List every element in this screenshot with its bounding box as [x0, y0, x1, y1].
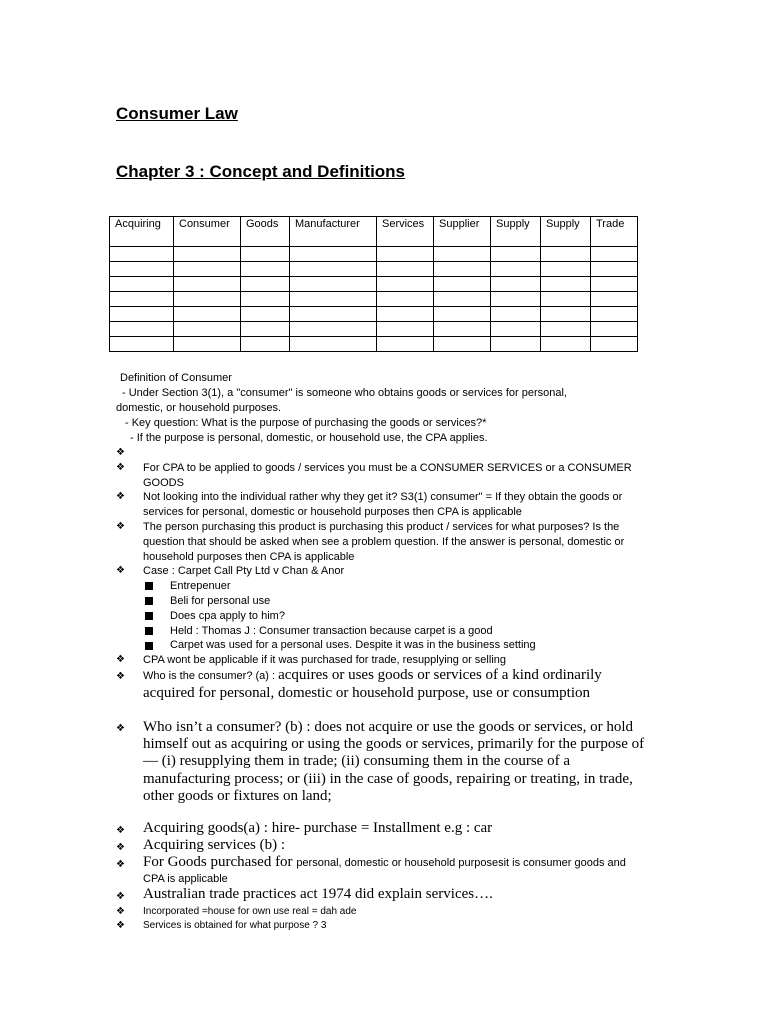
table-header-cell: Trade [591, 217, 638, 247]
table-header-row [110, 217, 638, 247]
bullet-text: Incorporated =house for own use real = dah ade [143, 906, 357, 917]
bullet-text: Services is obtained for what purpose ? 3 [143, 920, 327, 931]
sub-bullet-text: Beli for personal use [170, 595, 271, 607]
table-cell [110, 277, 174, 292]
bullet-text-large: acquires or uses goods or services of a kind ordinarily acquired for personal, domestic or household purpose, use or consumption [143, 667, 602, 702]
sub-bullet-text: Entrepenuer [170, 580, 231, 592]
table-cell [434, 337, 491, 352]
bullet-icon: ❖ [116, 920, 125, 931]
bullet-text: CPA wont be applicable if it was purchased for trade, resupplying or selling [143, 654, 506, 666]
intro-heading: Definition of Consumer [120, 372, 232, 384]
bullet-text [143, 667, 656, 702]
intro-line-text: - If the purpose is personal, domestic, or household use, the CPA applies. [130, 432, 488, 444]
document-title: Consumer Law [116, 104, 238, 123]
table-cell [491, 322, 541, 337]
table-cell [591, 292, 638, 307]
table-cell [491, 277, 541, 292]
bullet-text-small: Who is the consumer? (a) : [143, 670, 279, 682]
table-cell [591, 322, 638, 337]
table-cell [290, 307, 377, 322]
table-cell [241, 292, 290, 307]
table-body [110, 247, 638, 352]
table-header-cell: Services [377, 217, 434, 247]
table-cell [110, 262, 174, 277]
table-cell [541, 337, 591, 352]
sub-bullet-text: Does cpa apply to him? [170, 610, 285, 622]
table-cell [541, 262, 591, 277]
table-cell [110, 337, 174, 352]
table-row [110, 277, 638, 292]
bullet-text: Who isn’t a consumer? (b) : does not acquire or use the goods or services, or hold himself out as acquiring or using the goods or services, primarily for the purpose of— (i) resupplying them in trade; (ii) consuming them in the course of a manufacturing process; or (iii) in the case of goods, repairing or treating, in trade, other goods or fixtures on land; [143, 719, 645, 804]
bullet-text: Australian trade practices act 1974 did explain services…. [143, 886, 493, 902]
table-cell [290, 337, 377, 352]
bullet-icon: ❖ [116, 521, 125, 532]
table-cell [541, 307, 591, 322]
table-cell [241, 277, 290, 292]
bullet-text: Acquiring goods(a) : hire- purchase = Installment e.g : car [143, 820, 493, 836]
table-row [110, 322, 638, 337]
table-cell [434, 307, 491, 322]
intro-line-text: - Under Section 3(1), a "consumer" is someone who obtains goods or services for personal, [122, 387, 567, 399]
bullet-icon: ❖ [116, 825, 125, 836]
table-cell [541, 322, 591, 337]
table-cell [110, 247, 174, 262]
table-cell [377, 247, 434, 262]
bullet-icon: ❖ [116, 859, 125, 870]
bullet-text: Case : Carpet Call Pty Ltd v Chan & Anor [143, 565, 345, 577]
table-cell [434, 322, 491, 337]
bullet-text [143, 854, 648, 887]
table-row [110, 247, 638, 262]
table-header-cell: Acquiring [110, 217, 174, 247]
table-header-cell: Manufacturer [290, 217, 377, 247]
table-cell [110, 292, 174, 307]
table-cell [591, 277, 638, 292]
bullet-icon: ❖ [116, 906, 125, 917]
table-cell [174, 307, 241, 322]
table-cell [377, 292, 434, 307]
intro-line-text: - Key question: What is the purpose of purchasing the goods or services?* [125, 417, 487, 429]
table-cell [434, 277, 491, 292]
table-cell [290, 277, 377, 292]
bullet-text-small: personal, domestic or household purposesit is consumer goods and CPA is applicable [143, 857, 626, 886]
table-cell [591, 337, 638, 352]
table-cell [174, 247, 241, 262]
table-cell [491, 262, 541, 277]
table-cell [290, 262, 377, 277]
table-cell [491, 247, 541, 262]
table-cell [241, 247, 290, 262]
table-row [110, 307, 638, 322]
bullet-icon: ❖ [116, 842, 125, 853]
intro-line-text: domestic, or household purposes. [116, 402, 282, 414]
table-cell [377, 322, 434, 337]
bullet-text: Not looking into the individual rather why they get it? S3(1) consumer" = If they obtain the goods or services for personal, domestic or household purposes then CPA is applicable [143, 491, 623, 518]
bullet-text: Acquiring services (b) : [143, 837, 286, 853]
table-row [110, 262, 638, 277]
table-header-cell: Supply [541, 217, 591, 247]
table-cell [434, 292, 491, 307]
table-cell [174, 262, 241, 277]
bullet-icon: ❖ [116, 723, 125, 734]
table-cell [377, 337, 434, 352]
definitions-table [109, 216, 638, 352]
table-header-cell: Goods [241, 217, 290, 247]
table-cell [174, 292, 241, 307]
bullet-icon: ❖ [116, 654, 125, 665]
table-cell [377, 277, 434, 292]
bullet-text-large: For Goods purchased for [143, 854, 297, 870]
sub-bullet-text: Held : Thomas J : Consumer transaction because carpet is a good [170, 625, 493, 637]
table-cell [110, 322, 174, 337]
table-cell [541, 292, 591, 307]
square-bullet-icon [145, 642, 153, 650]
table-cell [541, 277, 591, 292]
bullet-icon: ❖ [116, 891, 125, 902]
table-cell [434, 247, 491, 262]
bullet-icon: ❖ [116, 491, 125, 502]
table-row [110, 337, 638, 352]
sub-bullet-text: Carpet was used for a personal uses. Despite it was in the business setting [170, 639, 536, 651]
bullet-text: The person purchasing this product is purchasing this product / services for what purposes? Is the question that should be asked when see a problem question. If the answer is personal, domestic or household purposes then CPA is applicable [143, 521, 625, 563]
table-header-cell: Consumer [174, 217, 241, 247]
table-cell [377, 262, 434, 277]
table-cell [174, 337, 241, 352]
bullet-icon: ❖ [116, 447, 125, 458]
square-bullet-icon [145, 612, 153, 620]
table-cell [591, 247, 638, 262]
bullet-text: For CPA to be applied to goods / services you must be a CONSUMER SERVICES or a CONSUMER GOODS [143, 462, 632, 489]
table-header-cell: Supplier [434, 217, 491, 247]
table-cell [377, 307, 434, 322]
table-cell [491, 307, 541, 322]
table-cell [241, 307, 290, 322]
table-row [110, 292, 638, 307]
bullet-icon: ❖ [116, 565, 125, 576]
table-cell [290, 247, 377, 262]
table-cell [110, 307, 174, 322]
table-cell [591, 307, 638, 322]
square-bullet-icon [145, 597, 153, 605]
table-cell [434, 262, 491, 277]
bullet-icon: ❖ [116, 671, 125, 682]
table-cell [491, 337, 541, 352]
intro-line [116, 386, 567, 401]
table-cell [174, 277, 241, 292]
table-cell [241, 337, 290, 352]
table-cell [241, 262, 290, 277]
chapter-heading: Chapter 3 : Concept and Definitions [116, 162, 406, 181]
table-header-cell: Supply [491, 217, 541, 247]
table-cell [241, 322, 290, 337]
table-cell [290, 292, 377, 307]
table-cell [591, 262, 638, 277]
table-cell [174, 322, 241, 337]
table-cell [491, 292, 541, 307]
square-bullet-icon [145, 627, 153, 635]
square-bullet-icon [145, 582, 153, 590]
table-cell [541, 247, 591, 262]
bullet-icon: ❖ [116, 462, 125, 473]
table-cell [290, 322, 377, 337]
